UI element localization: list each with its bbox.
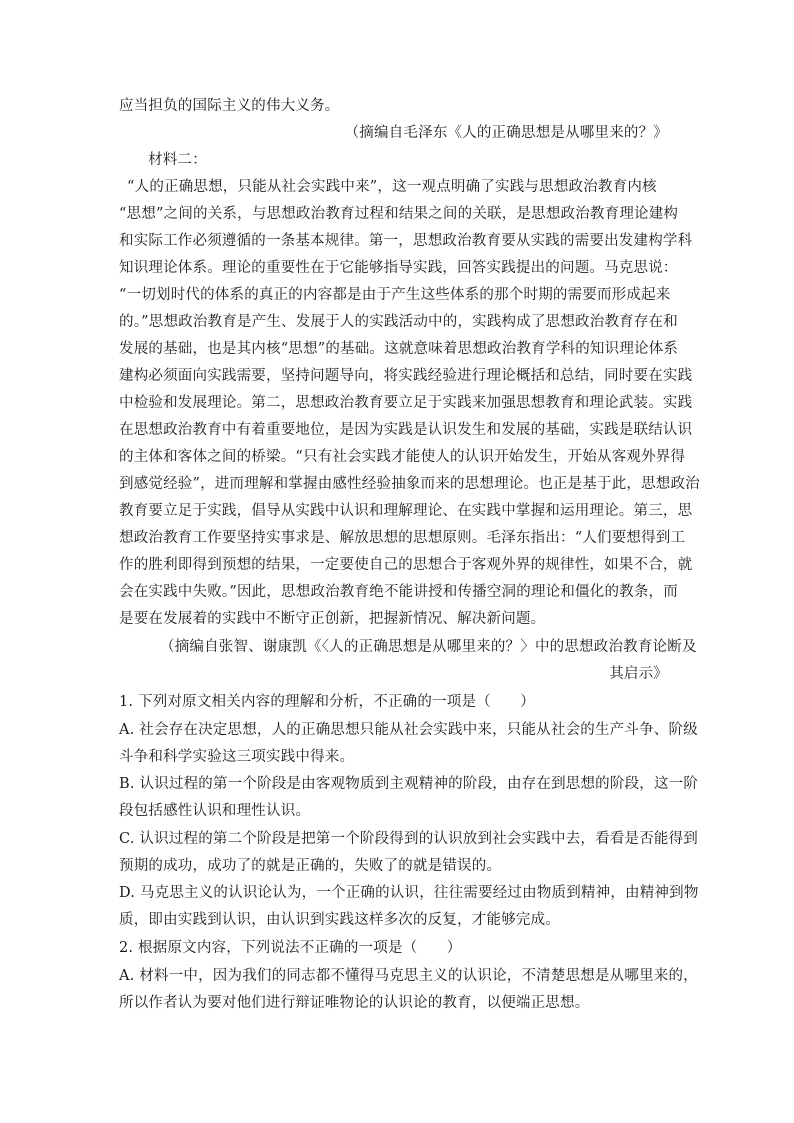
paragraph-line: 到感觉经验”，进而理解和掌握由感性经验抽象而来的思想理论。也正是基于此，思想政治	[119, 476, 700, 492]
paragraph-line: 想政治教育工作要坚持实事求是、解放思想的思想原则。毛泽东指出：“人们要想得到工	[119, 530, 686, 546]
paragraph-line: 在思想政治教育中有着重要地位，是因为实践是认识发生和发展的基础，实践是联结认识	[119, 422, 693, 438]
paragraph-line: 知识理论体系。理论的重要性在于它能够指导实践，回答实践提出的问题。马克思说：	[119, 260, 678, 276]
source-citation: 其启示》	[609, 666, 668, 682]
paragraph-line: 建构必须面向实践需要，坚持问题导向，将实践经验进行理论概括和总结，同时要在实践	[119, 368, 693, 384]
option-d: 质，即由实践到认识，由认识到实践这样多次的反复，才能够完成。	[119, 912, 560, 928]
option-c: C. 认识过程的第二个阶段是把第一个阶段得到的认识放到社会实践中去，看看是否能得到	[119, 831, 698, 847]
option-c: 预期的成功，成功了的就是正确的，失败了的就是错误的。	[119, 858, 502, 874]
paragraph-line: 和实际工作必须遵循的一条基本规律。第一，思想政治教育要从实践的需要出发建构学科	[119, 233, 693, 249]
paragraph-line: 中检验和发展理论。第二，思想政治教育要立足于实践来加强思想教育和理论武装。实践	[119, 395, 693, 411]
paragraph-line: “人的正确思想，只能从社会实践中来”，这一观点明确了实践与思想政治教育内核	[127, 179, 657, 195]
paragraph-line: 作的胜利即得到预想的结果，一定要使自己的思想合于客观外界的规律性，如果不合，就	[119, 557, 693, 573]
question-2: 2. 根据原文内容，下列说法不正确的一项是（ ）	[119, 940, 462, 956]
paragraph-line: 的。”思想政治教育是产生、发展于人的实践活动中的，实践构成了思想政治教育存在和	[119, 314, 678, 330]
source-citation: （摘编自毛泽东《人的正确思想是从哪里来的？》	[344, 125, 668, 141]
option-a: 斗争和科学实验这三项实践中得来。	[119, 749, 355, 765]
paragraph-line: “思想”之间的关系，与思想政治教育过程和结果之间的关联，是思想政治教育理论建构	[119, 206, 679, 222]
question-1: 1. 下列对原文相关内容的理解和分析，不正确的一项是（ ）	[119, 694, 535, 710]
paragraph-line: “一切划时代的体系的真正的内容都是由于产生这些体系的那个时期的需要而形成起来	[119, 287, 671, 303]
paragraph-line: 会在实践中失败。”因此，思想政治教育绝不能讲授和传播空洞的理论和僵化的教条，而	[119, 584, 678, 600]
option-b: 段包括感性认识和理性认识。	[119, 803, 311, 819]
option-a: A. 社会存在决定思想，人的正确思想只能从社会实践中来，只能从社会的生产斗争、阶级	[119, 722, 698, 738]
option-b: B. 认识过程的第一个阶段是由客观物质到主观精神的阶段，由存在到思想的阶段，这一阶	[119, 776, 699, 792]
option-a: 所以作者认为要对他们进行辩证唯物论的认识论的教育，以便端正思想。	[119, 995, 590, 1011]
section-heading: 材料二：	[148, 152, 207, 168]
option-a: A. 材料一中，因为我们的同志都不懂得马克思主义的认识论，不清楚思想是从哪里来的，	[119, 968, 698, 984]
text-line: 应当担负的国际主义的伟大义务。	[119, 98, 340, 114]
paragraph-line: 的主体和客体之间的桥梁。“只有社会实践才能使人的认识开始发生，开始从客观外界得	[119, 449, 686, 465]
source-citation: （摘编自张智、谢康凯《〈人的正确思想是从哪里来的？〉中的思想政治教育论断及	[160, 639, 697, 655]
paragraph-line: 是要在发展着的实践中不断守正创新，把握新情况、解决新问题。	[119, 611, 546, 627]
paragraph-line: 发展的基础，也是其内核“思想”的基础。这就意味着思想政治教育学科的知识理论体系	[119, 341, 679, 357]
option-d: D. 马克思主义的认识论认为，一个正确的认识，往往需要经过由物质到精神，由精神到物	[119, 885, 699, 901]
paragraph-line: 教育要立足于实践，倡导从实践中认识和理解理论、在实践中掌握和运用理论。第三，思	[119, 503, 693, 519]
